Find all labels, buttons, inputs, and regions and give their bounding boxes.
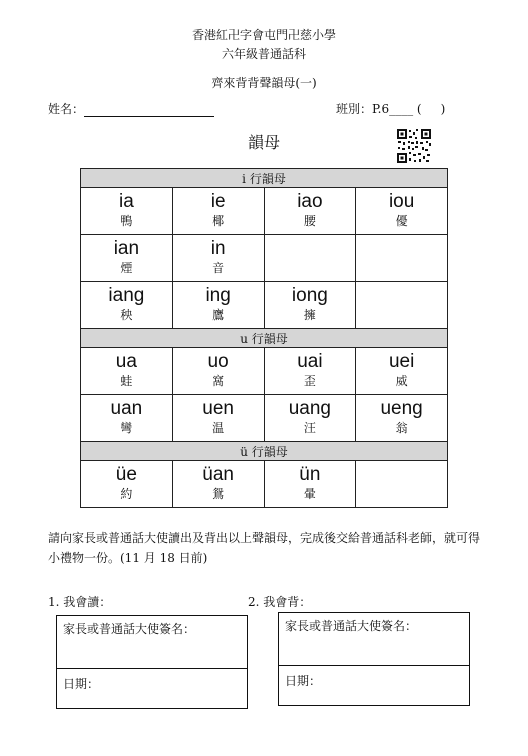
section-heading: 韻母	[247, 133, 280, 152]
pinyin-final: uai	[297, 351, 323, 372]
final-cell	[356, 395, 448, 442]
example-character: 秧	[120, 308, 133, 322]
example-character: 汪	[303, 421, 316, 435]
final-cell	[264, 282, 356, 329]
table-row	[81, 235, 448, 282]
pinyin-final: iou	[388, 191, 415, 212]
name-blank[interactable]	[84, 104, 214, 117]
group-label: i 行韻母	[81, 169, 448, 188]
pinyin-final: iong	[291, 285, 328, 306]
pinyin-final: ian	[113, 238, 140, 259]
final-cell	[81, 348, 173, 395]
read-signature-box[interactable]	[56, 615, 248, 709]
example-character: 歪	[303, 374, 316, 388]
example-character: 窩	[212, 374, 225, 388]
example-character: 煙	[120, 261, 133, 275]
signature-label: 家長或普通話大使簽名：	[57, 616, 247, 669]
final-cell	[81, 395, 173, 442]
example-character: 約	[120, 487, 133, 501]
table-row	[81, 348, 448, 395]
signature-label: 家長或普通話大使簽名：	[279, 613, 469, 666]
final-cell	[81, 188, 173, 235]
final-cell	[356, 282, 448, 329]
instruction-note: 請向家長或普通話大使讀出及背出以上聲韻母，完成後交給普通話科老師，就可得小禮物一份。(11 月 18 日前)	[48, 531, 481, 565]
example-character: 鷹	[212, 308, 225, 322]
final-cell	[356, 461, 448, 508]
final-cell	[356, 235, 448, 282]
final-cell	[172, 461, 264, 508]
group-header-row	[81, 169, 448, 188]
table-row	[81, 282, 448, 329]
example-character: 腰	[303, 214, 316, 228]
example-character: 威	[395, 374, 408, 388]
pinyin-final: ueng	[380, 398, 423, 419]
table-row	[81, 461, 448, 508]
pinyin-final: üan	[202, 464, 234, 485]
pinyin-final: iao	[297, 191, 323, 212]
class-label: 班別：P.6____ ( )	[336, 102, 446, 116]
recite-signature-box[interactable]	[278, 612, 470, 706]
final-cell	[172, 282, 264, 329]
group-header-row	[81, 329, 448, 348]
final-cell	[172, 395, 264, 442]
group-label: u 行韻母	[81, 329, 448, 348]
qr-code-icon	[396, 128, 432, 164]
example-character: 翁	[395, 421, 408, 435]
recite-section-label: 2. 我會背：	[248, 595, 312, 609]
final-cell	[264, 188, 356, 235]
group-label: ü 行韻母	[81, 442, 448, 461]
example-character: 温	[212, 421, 225, 435]
example-character: 彎	[120, 421, 133, 435]
final-cell	[81, 461, 173, 508]
pinyin-final: uo	[207, 351, 229, 372]
example-character: 鴨	[120, 214, 133, 228]
table-row	[81, 395, 448, 442]
pinyin-final: ie	[210, 191, 226, 212]
final-cell	[172, 188, 264, 235]
pinyin-final: uang	[288, 398, 332, 419]
example-character: 鴛	[212, 487, 225, 501]
name-row	[48, 100, 214, 117]
example-character: 蛙	[120, 374, 133, 388]
date-label: 日期：	[285, 674, 322, 688]
pinyin-final: uei	[388, 351, 415, 372]
pinyin-final: üe	[115, 464, 137, 485]
final-cell	[356, 348, 448, 395]
example-character: 優	[395, 214, 408, 228]
pinyin-final: ia	[118, 191, 134, 212]
final-cell	[356, 188, 448, 235]
name-label: 姓名：	[48, 102, 85, 116]
pinyin-final: uen	[202, 398, 234, 419]
school-name: 香港紅卍字會屯門卍慈小學	[191, 28, 336, 42]
class-subject: 六年級普通話科	[221, 47, 306, 61]
final-cell	[172, 235, 264, 282]
pinyin-final: in	[210, 238, 226, 259]
final-cell	[264, 461, 356, 508]
final-cell	[172, 348, 264, 395]
example-character: 音	[212, 261, 225, 275]
group-header-row	[81, 442, 448, 461]
pinyin-final: iang	[108, 285, 145, 306]
final-cell	[81, 282, 173, 329]
final-cell	[264, 235, 356, 282]
pinyin-final: ün	[299, 464, 321, 485]
worksheet-title: 齊來背背聲韻母(一)	[211, 76, 317, 90]
final-cell	[264, 348, 356, 395]
date-label: 日期：	[63, 677, 100, 691]
example-character: 椰	[212, 214, 225, 228]
table-row	[81, 188, 448, 235]
example-character: 擁	[303, 308, 316, 322]
pinyin-final: ua	[115, 351, 137, 372]
finals-table	[80, 168, 448, 508]
final-cell	[264, 395, 356, 442]
final-cell	[81, 235, 173, 282]
example-character: 暈	[303, 487, 316, 501]
pinyin-final: ing	[205, 285, 231, 306]
pinyin-final: uan	[110, 398, 143, 419]
read-section-label: 1. 我會讀：	[48, 595, 112, 609]
